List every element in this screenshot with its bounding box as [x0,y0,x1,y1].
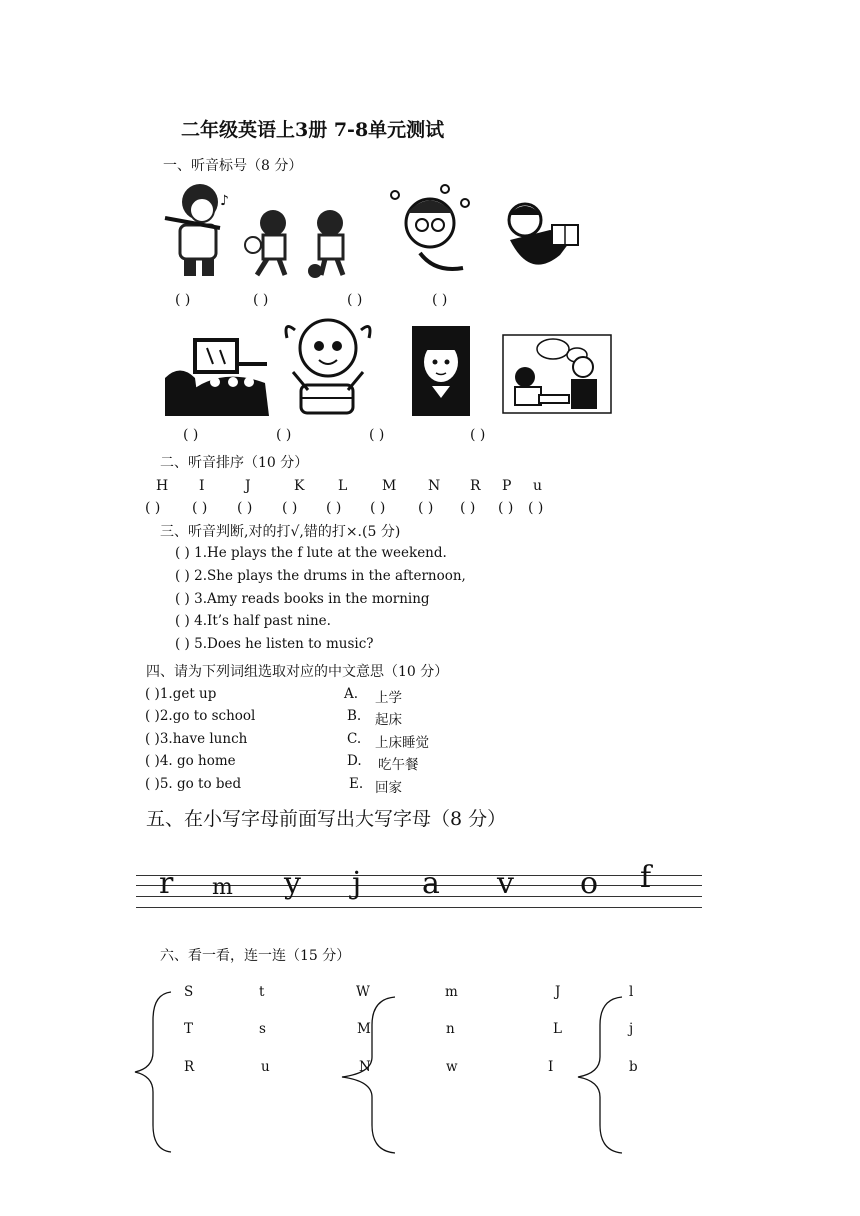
judge-item-text: 5.Does he listen to music? [194,636,374,652]
answer-paren[interactable]: ( ) [192,500,208,516]
match-item-left [145,731,247,747]
lowercase-letter: r [159,866,174,901]
svg-text:♪: ♪ [220,193,229,209]
phrase: 5. go to bed [159,776,242,792]
judge-item [175,591,430,607]
answer-paren[interactable]: ( ) [237,500,253,516]
lowercase-letter: j [352,866,362,901]
option-letter: D. [347,753,362,769]
phrase: 1.get up [159,686,217,702]
option-text: 回家 [375,780,402,796]
answer-paren[interactable]: ( ) [145,686,160,702]
uppercase-letter[interactable]: S [184,984,194,1000]
judge-item-text: 3.Amy reads books in the morning [194,591,430,607]
lowercase-letter[interactable]: m [445,984,458,1000]
answer-paren[interactable]: ( ) [175,568,190,584]
section4-heading: 四、请为下列词组选取对应的中文意思（10 分） [146,664,449,680]
answer-paren[interactable]: ( ) [498,500,514,516]
option-letter: E. [349,776,364,792]
answer-paren[interactable]: ( ) [175,613,190,629]
uppercase-letter[interactable]: I [548,1059,554,1075]
uppercase-letter[interactable]: T [184,1021,194,1037]
football-boys-picture [245,205,355,280]
drum-sheep-picture [283,310,373,415]
answer-paren[interactable]: ( ) [145,776,160,792]
uppercase-letter[interactable]: J [555,984,561,1000]
letter: R [470,478,481,494]
answer-paren[interactable]: ( ) [326,500,342,516]
letter: L [338,478,348,494]
answer-paren[interactable]: ( ) [276,427,292,443]
uppercase-letter[interactable]: M [357,1021,371,1037]
letter: K [294,478,305,494]
option-text: 上学 [375,690,402,706]
lowercase-letter: a [422,866,440,901]
lowercase-letter[interactable]: w [446,1059,458,1075]
lowercase-letter: o [580,866,599,901]
lowercase-letter[interactable]: n [446,1021,455,1037]
letter: u [533,478,543,494]
reading-boy-picture [490,195,585,280]
answer-paren[interactable]: ( ) [253,292,269,308]
staff-line [136,907,702,908]
judge-item-text: 2.She plays the drums in the afternoon, [194,568,466,584]
lowercase-letter: m [212,875,233,900]
letter: M [382,478,397,494]
option-letter: A. [344,686,359,702]
brace-icon [133,990,178,1155]
answer-paren[interactable]: ( ) [282,500,298,516]
judge-item [175,636,374,652]
answer-paren[interactable]: ( ) [145,753,160,769]
section3-heading: 三、听音判断,对的打√,错的打×.(5 分) [160,524,401,540]
answer-paren[interactable]: ( ) [183,427,199,443]
phrase: 3.have lunch [159,731,248,747]
match-item-left [145,708,255,724]
answer-paren[interactable]: ( ) [470,427,486,443]
phrase: 4. go home [159,753,236,769]
answer-paren[interactable]: ( ) [528,500,544,516]
answer-paren[interactable]: ( ) [460,500,476,516]
letter: J [245,478,251,494]
answer-paren[interactable]: ( ) [175,545,190,561]
judge-item [175,568,466,584]
swimming-boy-picture [385,183,475,278]
letter: P [502,478,512,494]
uppercase-letter[interactable]: W [356,984,370,1000]
lowercase-letter: f [640,860,652,895]
answer-paren[interactable]: ( ) [145,500,161,516]
answer-paren[interactable]: ( ) [370,500,386,516]
answer-paren[interactable]: ( ) [175,591,190,607]
letter: H [156,478,169,494]
option-text: 吃午餐 [378,757,419,773]
section6-heading: 六、看一看，连一连（15 分） [160,948,351,964]
answer-paren[interactable]: ( ) [175,292,191,308]
option-text: 上床睡觉 [375,735,429,751]
answer-paren[interactable]: ( ) [175,636,190,652]
option-text: 起床 [375,712,402,728]
lowercase-letter[interactable]: u [261,1059,270,1075]
letter: N [428,478,441,494]
uppercase-letter[interactable]: L [553,1021,562,1037]
section1-heading: 一、听音标号（8 分） [163,158,303,174]
music-girl-picture [412,326,470,416]
watching-tv-picture [165,338,270,416]
lowercase-letter[interactable]: j [629,1021,634,1037]
answer-paren[interactable]: ( ) [432,292,448,308]
answer-paren[interactable]: ( ) [369,427,385,443]
option-letter: B. [347,708,362,724]
section5-heading: 五、在小写字母前面写出大写字母（8 分） [146,808,507,830]
match-item-left [145,753,236,769]
judge-item-text: 1.He plays the f lute at the weekend. [194,545,447,561]
match-item-left [145,776,241,792]
judge-item-text: 4.It’s half past nine. [194,613,331,629]
eating-family-picture [503,335,611,413]
answer-paren[interactable]: ( ) [347,292,363,308]
judge-item [175,545,447,561]
lowercase-letter: v [497,866,514,901]
brace-icon [576,995,626,1155]
answer-paren[interactable]: ( ) [418,500,434,516]
answer-paren[interactable]: ( ) [145,731,160,747]
lowercase-letter: y [284,866,301,901]
section2-heading: 二、听音排序（10 分） [160,455,309,471]
lowercase-letter[interactable]: s [259,1021,266,1037]
judge-item [175,613,331,629]
match-item-left [145,686,216,702]
phrase: 2.go to school [159,708,256,724]
lowercase-letter[interactable]: b [629,1059,638,1075]
option-letter: C. [347,731,362,747]
letter: I [199,478,205,494]
uppercase-letter[interactable]: N [359,1059,371,1075]
page-title: 二年级英语上3册 7-8单元测试 [181,119,445,141]
brace-icon [340,995,400,1155]
lowercase-letter[interactable]: l [629,984,634,1000]
uppercase-letter[interactable]: R [184,1059,195,1075]
flute-boy-picture [160,180,245,280]
lowercase-letter[interactable]: t [259,984,265,1000]
answer-paren[interactable]: ( ) [145,708,160,724]
